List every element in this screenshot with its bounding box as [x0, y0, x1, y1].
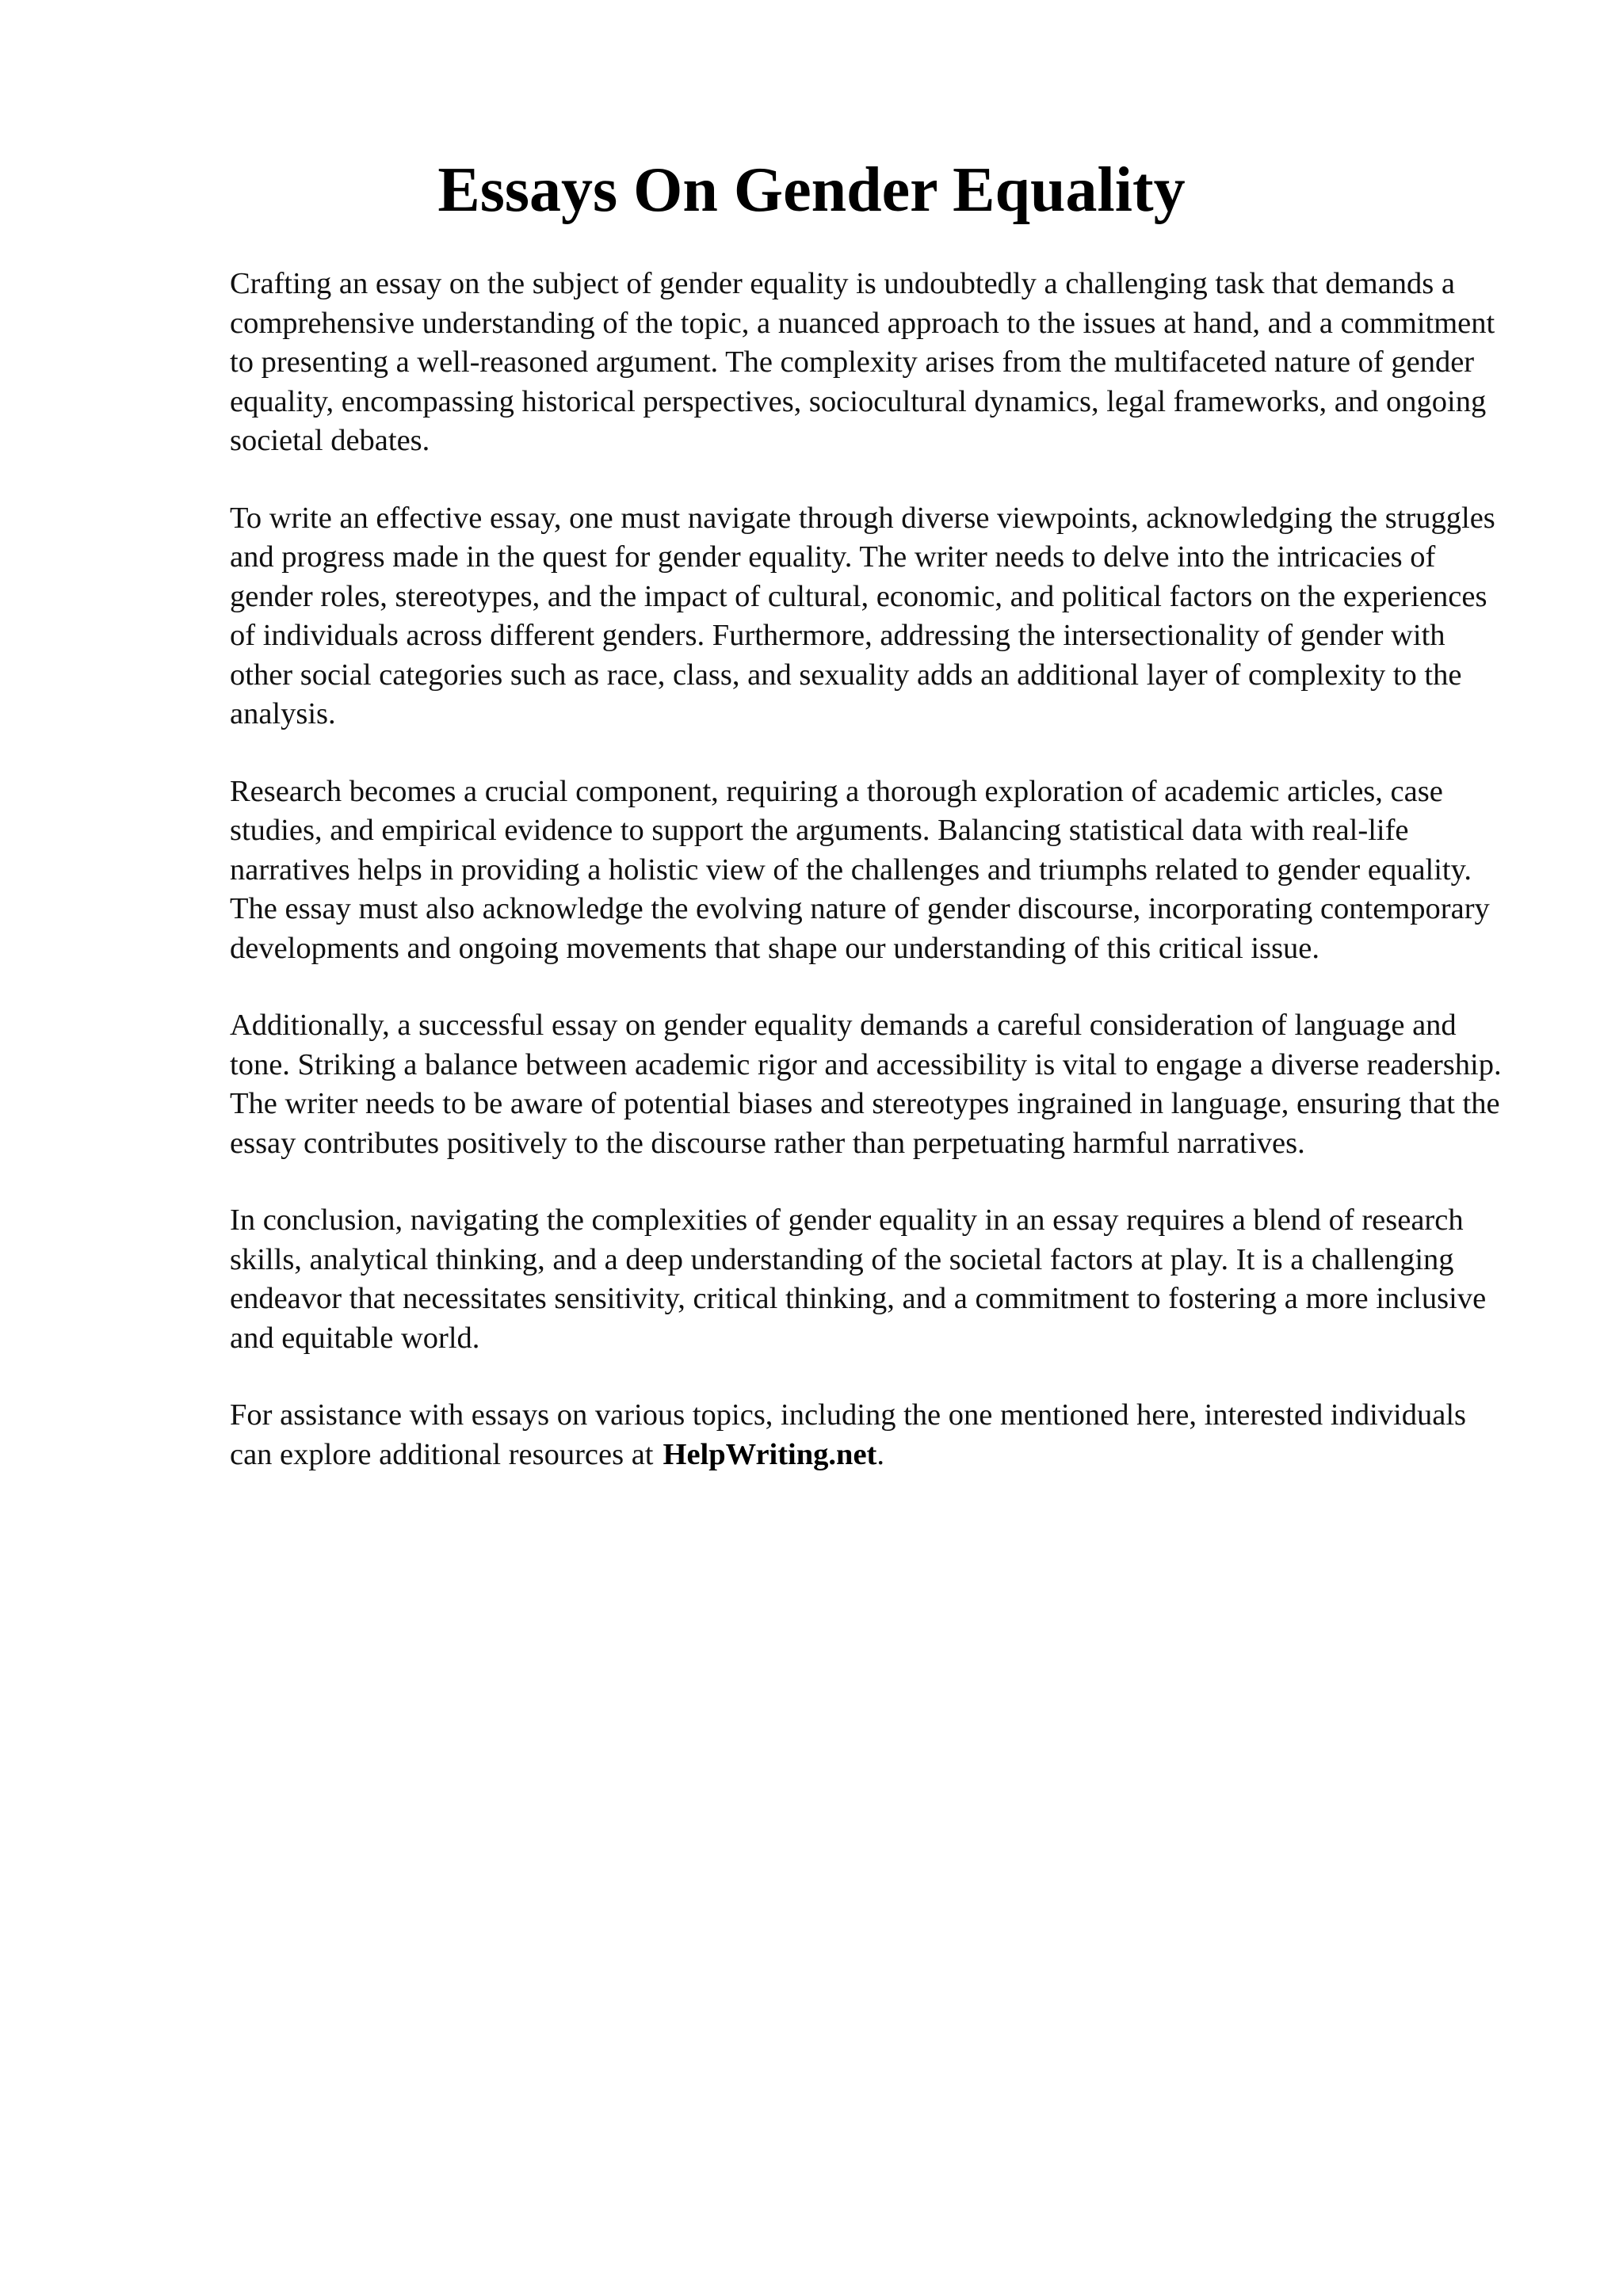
essay-body — [230, 265, 1514, 1474]
paragraph-language: Additionally, a successful essay on gender equality demands a careful consideration of language and tone. Striking a balance between academic rigor and accessibility is vital to engage a diverse readership. The writer needs to be aware of potential biases and stereotypes ingrained in language, ensuring that the essay contributes positively to the discourse rather than perpetuating harmful narratives. — [230, 1009, 1502, 1160]
paragraph-viewpoints: To write an effective essay, one must navigate through diverse viewpoints, acknowledging the struggles and progress made in the quest for gender equality. The writer needs to delve into the intricacies of gender roles, stereotypes, and the impact of cultural, economic, and political factors on the experiences of individuals across different genders. Furthermore, addressing the intersectionality of gender with other social categories such as race, class, and sexuality adds an additional layer of complexity to the analysis. — [230, 501, 1495, 730]
closing-period: . — [876, 1437, 884, 1471]
closing-text: For assistance with essays on various topics, including the one mentioned here, interested individuals can explore additional resources at — [230, 1398, 1467, 1471]
helpwriting-link[interactable]: HelpWriting.net — [663, 1437, 877, 1471]
paragraph-intro: Crafting an essay on the subject of gender equality is undoubtedly a challenging task that demands a comprehensive understanding of the topic, a nuanced approach to the issues at hand, and a commitment to presenting a well-reasoned argument. The complexity arises from the multifaceted nature of gender equality, encompassing historical perspectives, sociocultural dynamics, legal frameworks, and ongoing societal debates. — [230, 267, 1495, 457]
paragraph-research: Research becomes a crucial component, requiring a thorough exploration of academic articles, case studies, and empirical evidence to support the arguments. Balancing statistical data with real-life narratives helps in providing a holistic view of the challenges and triumphs related to gender equality. The essay must also acknowledge the evolving nature of gender discourse, incorporating contemporary developments and ongoing movements that shape our understanding of this critical issue. — [230, 774, 1490, 965]
page-title: Essays On Gender Equality — [437, 155, 1186, 225]
paragraph-closing — [230, 1396, 1514, 1474]
paragraph-conclusion: In conclusion, navigating the complexities of gender equality in an essay requires a blend of research skills, analytical thinking, and a deep understanding of the societal factors at play. It is a challenging endeavor that necessitates sensitivity, critical thinking, and a commitment to fostering a more inclusive and equitable world. — [230, 1203, 1487, 1355]
